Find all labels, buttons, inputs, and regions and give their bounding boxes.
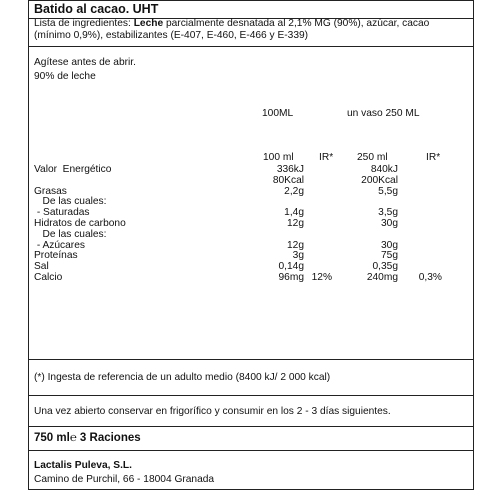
row-label: Hidratos de carbono — [34, 218, 126, 229]
group-header-100ml: 100ML — [262, 108, 294, 119]
storage-instruction: Una vez abierto conservar en frigorífico y consumir en los 2 - 3 días siguientes. — [34, 406, 391, 417]
product-title: Batido al cacao. UHT — [34, 2, 159, 16]
row-label: Calcio — [34, 272, 63, 283]
reference-footnote: (*) Ingesta de referencia de un adulto medio (8400 kJ/ 2 000 kcal) — [34, 372, 331, 383]
value-100ml: 3g — [292, 250, 304, 262]
ingredients-rest: parcialmente desnatada al 2,1% MG (90%), azúcar, cacao (mínimo 0,9%), estabilizantes (E-407, E-460, E-466 y E-339) — [34, 18, 430, 41]
divider — [29, 46, 473, 47]
ingredients-prefix: Lista de ingredientes: — [34, 18, 134, 29]
row-label: Grasas — [34, 185, 67, 197]
value-100ml: 96mg — [278, 272, 304, 283]
value-250ml: 0,35g — [372, 261, 398, 273]
divider — [29, 359, 473, 360]
estimated-sign-icon: ℮ — [69, 432, 77, 444]
ingredients-list — [34, 18, 466, 42]
row-label: Valor Energético — [34, 164, 112, 175]
volume-value: 750 ml — [34, 432, 70, 444]
group-header-glass: un vaso 250 ML — [347, 108, 420, 119]
shake-instruction: Agítese antes de abrir. — [34, 57, 136, 68]
company-name: Lactalis Puleva, S.L. — [34, 460, 132, 471]
col-header-ir-1: IR* — [319, 152, 334, 163]
divider — [29, 426, 473, 427]
row-label: De las cuales: — [34, 196, 107, 208]
divider — [29, 450, 473, 451]
col-header-100ml: 100 ml — [263, 152, 294, 163]
value-250ml: 30g — [381, 218, 398, 229]
value-250ml: 200Kcal — [361, 174, 398, 186]
value-100ml: 1,4g — [284, 207, 304, 219]
ir-250ml: 0,3% — [418, 272, 442, 283]
value-100ml: 2,2g — [284, 185, 304, 197]
col-header-250ml: 250 ml — [357, 152, 388, 163]
row-label: - Saturadas — [34, 207, 90, 219]
divider — [29, 395, 473, 396]
row-label: Sal — [34, 261, 49, 273]
ir-100ml: 12% — [311, 272, 332, 283]
value-250ml: 3,5g — [378, 207, 398, 219]
row-label: Proteínas — [34, 250, 78, 262]
servings: 3 Raciones — [79, 432, 141, 444]
value-100ml: 12g — [287, 239, 304, 251]
value-100ml: 0,14g — [278, 261, 304, 273]
value-100ml: 336kJ — [276, 164, 304, 175]
value-250ml: 240mg — [366, 272, 398, 283]
milk-percent: 90% de leche — [34, 71, 96, 82]
ingredients-bold: Leche — [133, 18, 164, 29]
net-volume — [34, 432, 141, 444]
row-label: - Azúcares — [34, 239, 85, 251]
col-header-ir-2: IR* — [426, 152, 441, 163]
company-address: Camino de Purchil, 66 - 18004 Granada — [34, 474, 215, 485]
value-250ml: 5,5g — [378, 185, 398, 197]
row-label: De las cuales: — [34, 228, 107, 240]
value-250ml: 840kJ — [370, 164, 398, 175]
value-250ml: 30g — [381, 239, 398, 251]
value-100ml: 80Kcal — [272, 174, 304, 186]
value-100ml: 12g — [287, 218, 304, 229]
value-250ml: 75g — [381, 250, 398, 262]
